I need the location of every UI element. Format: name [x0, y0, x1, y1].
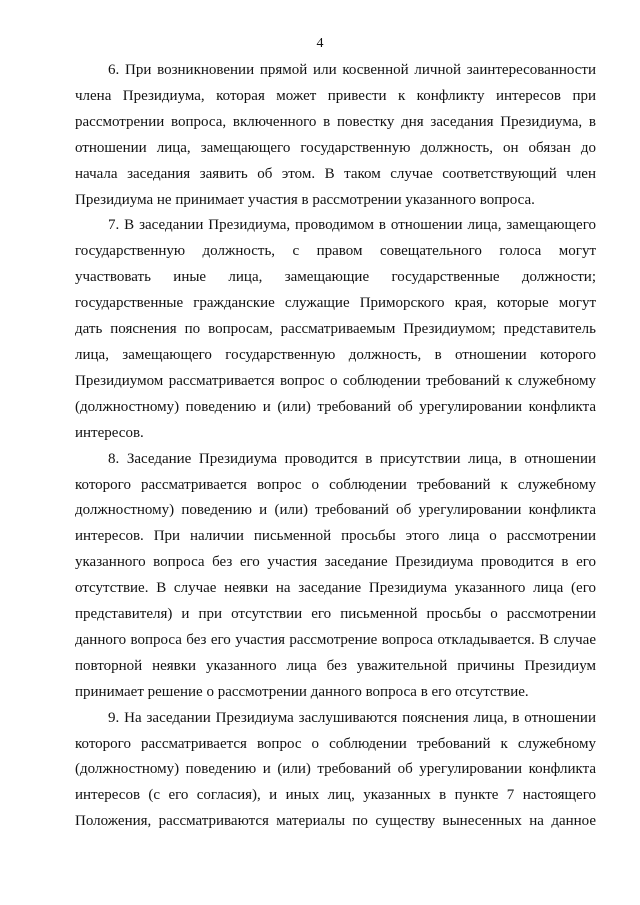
- text-line: представителя) и при отсутствии его письменной просьбы о рассмотрении: [75, 606, 596, 623]
- text-line: начала заседания заявить об этом. В таком случае соответствующий член: [75, 165, 596, 182]
- text-line: отсутствие. В случае неявки на заседание Президиума указанного лица (его: [75, 580, 596, 597]
- text-line: интересов.: [75, 424, 144, 441]
- text-line: должностному) поведению и (или) требований об урегулировании конфликта: [75, 502, 596, 519]
- text-line: рассмотрении вопроса, включенного в повестку дня заседания Президиума, в: [75, 113, 596, 130]
- text-line: Президиума не принимает участия в рассмотрении указанного вопроса.: [75, 191, 535, 208]
- text-line: дать пояснения по вопросам, рассматриваемым Президиумом; представитель: [75, 321, 596, 338]
- text-line: 8. Заседание Президиума проводится в присутствии лица, в отношении: [108, 450, 596, 467]
- page-number: 4: [316, 36, 324, 51]
- text-line: которого рассматривается вопрос о соблюдении требований к служебному: [75, 735, 596, 752]
- text-line: которого рассматривается вопрос о соблюдении требований к служебному: [75, 476, 596, 493]
- text-line: (должностному) поведению и (или) требований об урегулировании конфликта: [75, 398, 596, 415]
- text-line: 6. При возникновении прямой или косвенной личной заинтересованности: [108, 62, 596, 78]
- text-line: участвовать иные лица, замещающие государственные должности;: [75, 269, 596, 286]
- text-line: государственную должность, с правом совещательного голоса могут: [75, 243, 596, 260]
- text-line: повторной неявки указанного лица без уважительной причины Президиум: [75, 657, 596, 674]
- text-line: 9. На заседании Президиума заслушиваются пояснения лица, в отношении: [108, 709, 596, 726]
- text-line: 7. В заседании Президиума, проводимом в отношении лица, замещающего: [108, 217, 596, 234]
- text-line: государственные гражданские служащие Приморского края, которые могут: [75, 295, 596, 312]
- text-line: (должностному) поведению и (или) требований об урегулировании конфликта: [75, 761, 596, 778]
- text-line: отношении лица, замещающего государственную должность, он обязан до: [75, 139, 596, 156]
- text-line: указанного вопроса без его участия заседание Президиума проводится в его: [75, 554, 596, 571]
- text-line: члена Президиума, которая может привести к конфликту интересов при: [75, 87, 596, 104]
- paragraph-7: [75, 213, 596, 446]
- text-line: Положения, рассматриваются материалы по существу вынесенных на данное: [75, 813, 596, 830]
- paragraph-8: [75, 447, 596, 706]
- text-line: интересов (с его согласия), и иных лиц, указанных в пункте 7 настоящего: [75, 787, 596, 804]
- text-line: данного вопроса без его участия рассмотрение вопроса откладывается. В случае: [75, 631, 596, 648]
- paragraph-9: [75, 706, 596, 836]
- text-line: Президиумом рассматривается вопрос о соблюдении требований к служебному: [75, 372, 596, 389]
- text-line: лица, замещающего государственную должность, в отношении которого: [75, 346, 596, 363]
- paragraph-6: [75, 58, 596, 213]
- text-line: принимает решение о рассмотрении данного вопроса в его отсутствие.: [75, 683, 529, 700]
- document-body: [75, 58, 596, 835]
- text-line: интересов. При наличии письменной просьбы этого лица о рассмотрении: [75, 528, 596, 545]
